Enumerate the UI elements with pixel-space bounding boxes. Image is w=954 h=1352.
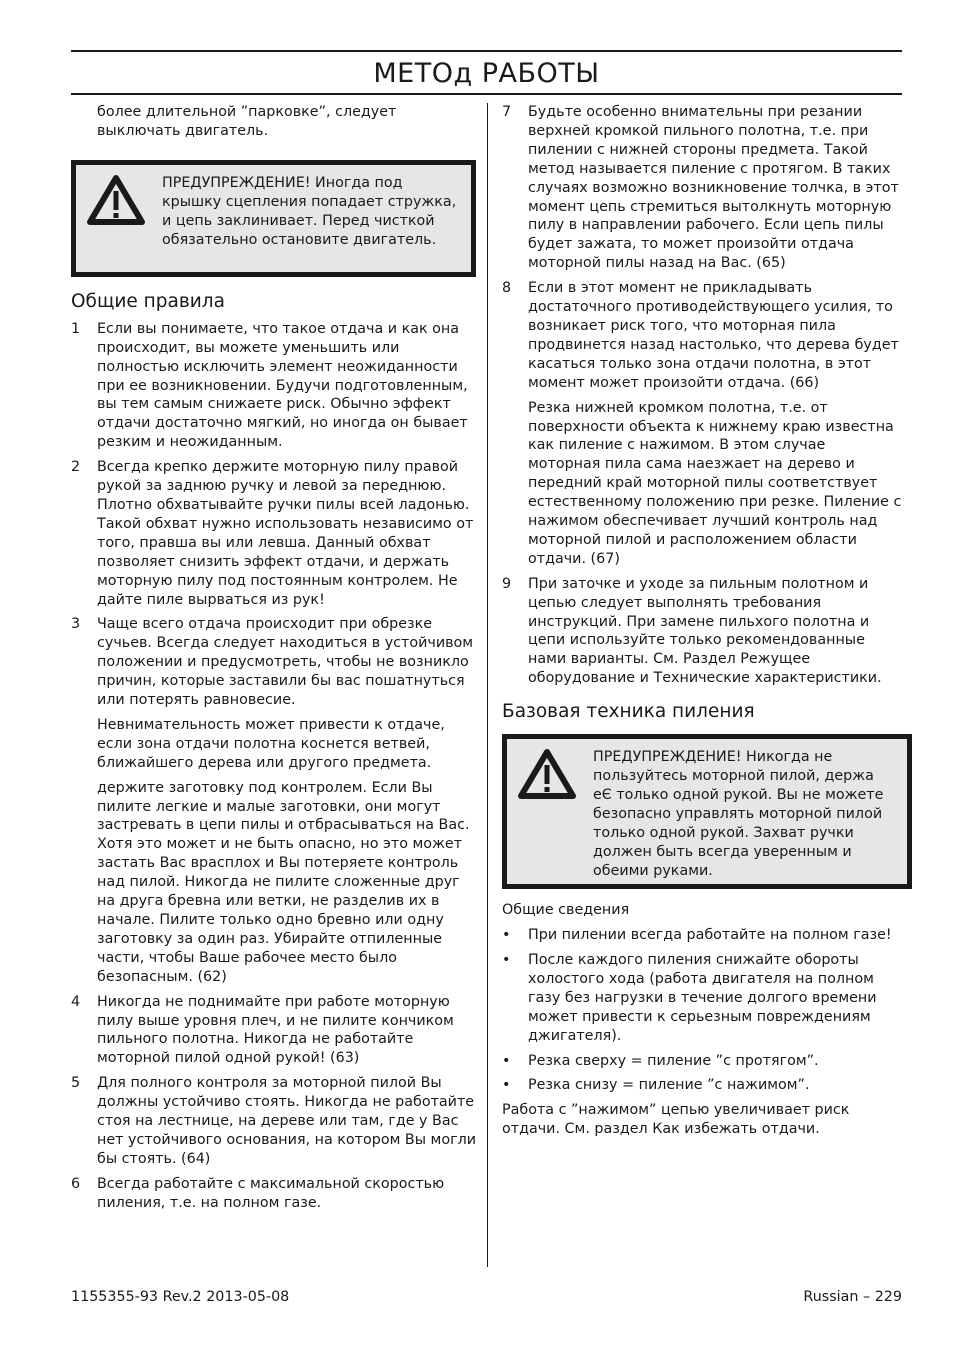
general-label: Общие сведения: [502, 902, 630, 919]
item-text: Если вы понимаете, что такое отдача и как она происходит, вы можете уменьшить или полностью исключить элемент неожиданности при ее возникновении. Будучи подготовленным, вы тем самым снижаете риск. Обычно эффект отдачи достаточно мягкий, но иногда он бывает резким и неожиданным.: [97, 320, 468, 451]
bullet-text: При пилении всегда работайте на полном газе!: [528, 927, 892, 944]
warning-box: [502, 734, 912, 889]
item-text: Всегда крепко держите моторную пилу правой рукой за заднюю ручку и левой за переднюю. Плотно обхватывайте ручки пилы всей ладонью. Такой обхват нужно использовать независимо от того, правша вы или левша. Данный обхват позволяет снизить эффект отдачи, и держать моторную пилу под постоянным контролем. Не дайте пиле вырваться из рук!: [97, 459, 474, 608]
bullet-icon: •: [502, 927, 511, 944]
item-paragraph: Резка нижней кромком полотна, т.е. от поверхности объекта к нижнему краю известна как пиление с нажимом. В этом случае моторная пила сама наезжает на дерево и передний край моторной пилы соответствует естественному положению при резке. Пиление с нажимом обеспечивает лучший контроль над моторной пилой и расположением области отдачи. (67): [528, 399, 902, 567]
section-heading: Базовая техника пиления: [502, 701, 755, 723]
item-number: 4: [71, 993, 81, 1010]
item-paragraph: держите заготовку под контролем. Если Вы пилите легкие и малые заготовки, они могут застревать в цепи пилы и отбрасываться на Вас. Хотя это может и не быть опасно, но это может застать Вас врасплох и Вы потеряете контроль над пилой. Никогда не пилите сложенные друг на друга бревна или ветки, не разделив их в начале. Пилите только одно бревно или одну заготовку за один раз. Убирайте отпиленные части, чтобы Ваше рабочее место было безопасным. (62): [97, 779, 470, 985]
page-title: МЕТОд РАБОТЫ: [373, 58, 600, 89]
item-number: 9: [502, 575, 512, 592]
bullet-item: [502, 1076, 902, 1095]
item-number: 3: [71, 616, 81, 633]
bullet-icon: •: [502, 1052, 511, 1069]
bullet-item: [502, 1052, 902, 1071]
item-text: Для полного контроля за моторной пилой Вы должны устойчиво стоять. Никогда не работайте стоя на лестнице, на дереве или там, где у Вас нет устойчивого основания, на котором Вы могли бы стоять. (64): [97, 1075, 477, 1167]
column-divider: [487, 103, 488, 1267]
bullet-item: [502, 951, 902, 1046]
bullet-item: [502, 926, 902, 945]
list-item: [71, 320, 476, 452]
warning-text: ПРЕДУПРЕЖДЕНИЕ! Никогда не пользуйтесь моторной пилой, держа еЄ только одной рукой. Вы не можете безопасно управлять моторной пилой только одной рукой. Захват ручки должен быть всегда уверенным и обеими руками.: [593, 749, 884, 879]
right-column: [502, 103, 902, 1139]
closing-paragraph: Работа с ”нажимом” цепью увеличивает риск отдачи. См. раздел Как избежать отдачи.: [502, 1102, 850, 1138]
left-column: [71, 103, 476, 1213]
item-text: При заточке и уходе за пильным полотном и цепью следует выполнять требования инструкций. При замене пильхого полотна и цепи используйте только рекомендованные нами варианты. См. Раздел Режущее оборудование и Технические характеристики.: [528, 575, 882, 687]
warning-box: [71, 160, 476, 277]
bullet-text: Резка сверху = пиление ”с протягом”.: [528, 1052, 819, 1069]
bullet-icon: •: [502, 952, 511, 968]
document-code: 1155355-93 Rev.2 2013-05-08: [71, 1289, 290, 1305]
list-item: [71, 458, 476, 609]
section-heading: Общие правила: [71, 290, 225, 312]
item-text: Никогда не поднимайте при работе моторную пилу выше уровня плеч, и не пилите кончиком пильного полотна. Никогда не работайте моторной пилой одной рукой! (63): [97, 993, 454, 1067]
warning-triangle-icon: [517, 748, 577, 800]
item-number: 5: [71, 1075, 81, 1092]
list-item: [502, 575, 902, 688]
item-text: Чаще всего отдача происходит при обрезке сучьев. Всегда следует находиться в устойчивом положении и предусмотреть, чтобы не возникло причин, которые заставили бы вас пошатнуться или потерять равновесие.: [97, 616, 474, 709]
item-paragraph: Невнимательность может привести к отдаче, если зона отдачи полотна коснется ветвей, ближайшего дерева или другого предмета.: [97, 716, 445, 771]
header-rule-bottom: [71, 93, 902, 95]
item-text: Всегда работайте с максимальной скоростью пиления, т.е. на полном газе.: [97, 1175, 445, 1211]
item-number: 8: [502, 280, 512, 297]
item-number: 2: [71, 459, 81, 476]
page-number: Russian – 229: [803, 1289, 902, 1305]
list-item: [502, 103, 902, 273]
item-number: 7: [502, 104, 512, 120]
warning-text: ПРЕДУПРЕЖДЕНИЕ! Иногда под крышку сцепления попадает стружка, и цепь заклинивает. Перед чисткой обязательно остановите двигатель.: [162, 174, 457, 248]
list-item: [502, 279, 902, 392]
bullet-text: Резка снизу = пиление ”с нажимом”.: [528, 1077, 810, 1094]
item-number: 6: [71, 1175, 81, 1192]
item-number: 1: [71, 320, 81, 337]
item-text: Если в этот момент не прикладывать достаточного противодействующего усилия, то возникает риск того, что моторная пила продвинется назад настолько, что дерева будет касаться только зона отдачи полотна, в этот момент может произойти отдача. (66): [528, 280, 899, 391]
list-item: [71, 1175, 476, 1213]
item-text: Будьте особенно внимательны при резании верхней кромкой пильного полотна, т.е. при пилении с нижней стороны предмета. Такой метод называется пиление с протягом. В таких случаях возможно возникновение толчка, в этот момент цепь стремиться вытолкнуть моторную пилу в направлении рабочего. Если цепь пилы будет зажата, то может произойти отдача моторной пилы назад на Вас. (65): [528, 104, 899, 272]
bullet-text: После каждого пиления снижайте обороты холостого хода (работа двигателя на полном газу без нагрузки в течение долгого времени может привести к серьезным повреждениям джигателя).: [528, 952, 877, 1044]
warning-triangle-icon: [86, 174, 146, 226]
list-item: [71, 1074, 476, 1169]
list-item: [71, 615, 476, 710]
bullet-icon: •: [502, 1077, 511, 1094]
intro-paragraph: более длительной ”парковке”, следует выключать двигатель.: [97, 104, 397, 139]
list-item: [71, 993, 476, 1069]
header-rule-top: [71, 50, 902, 52]
